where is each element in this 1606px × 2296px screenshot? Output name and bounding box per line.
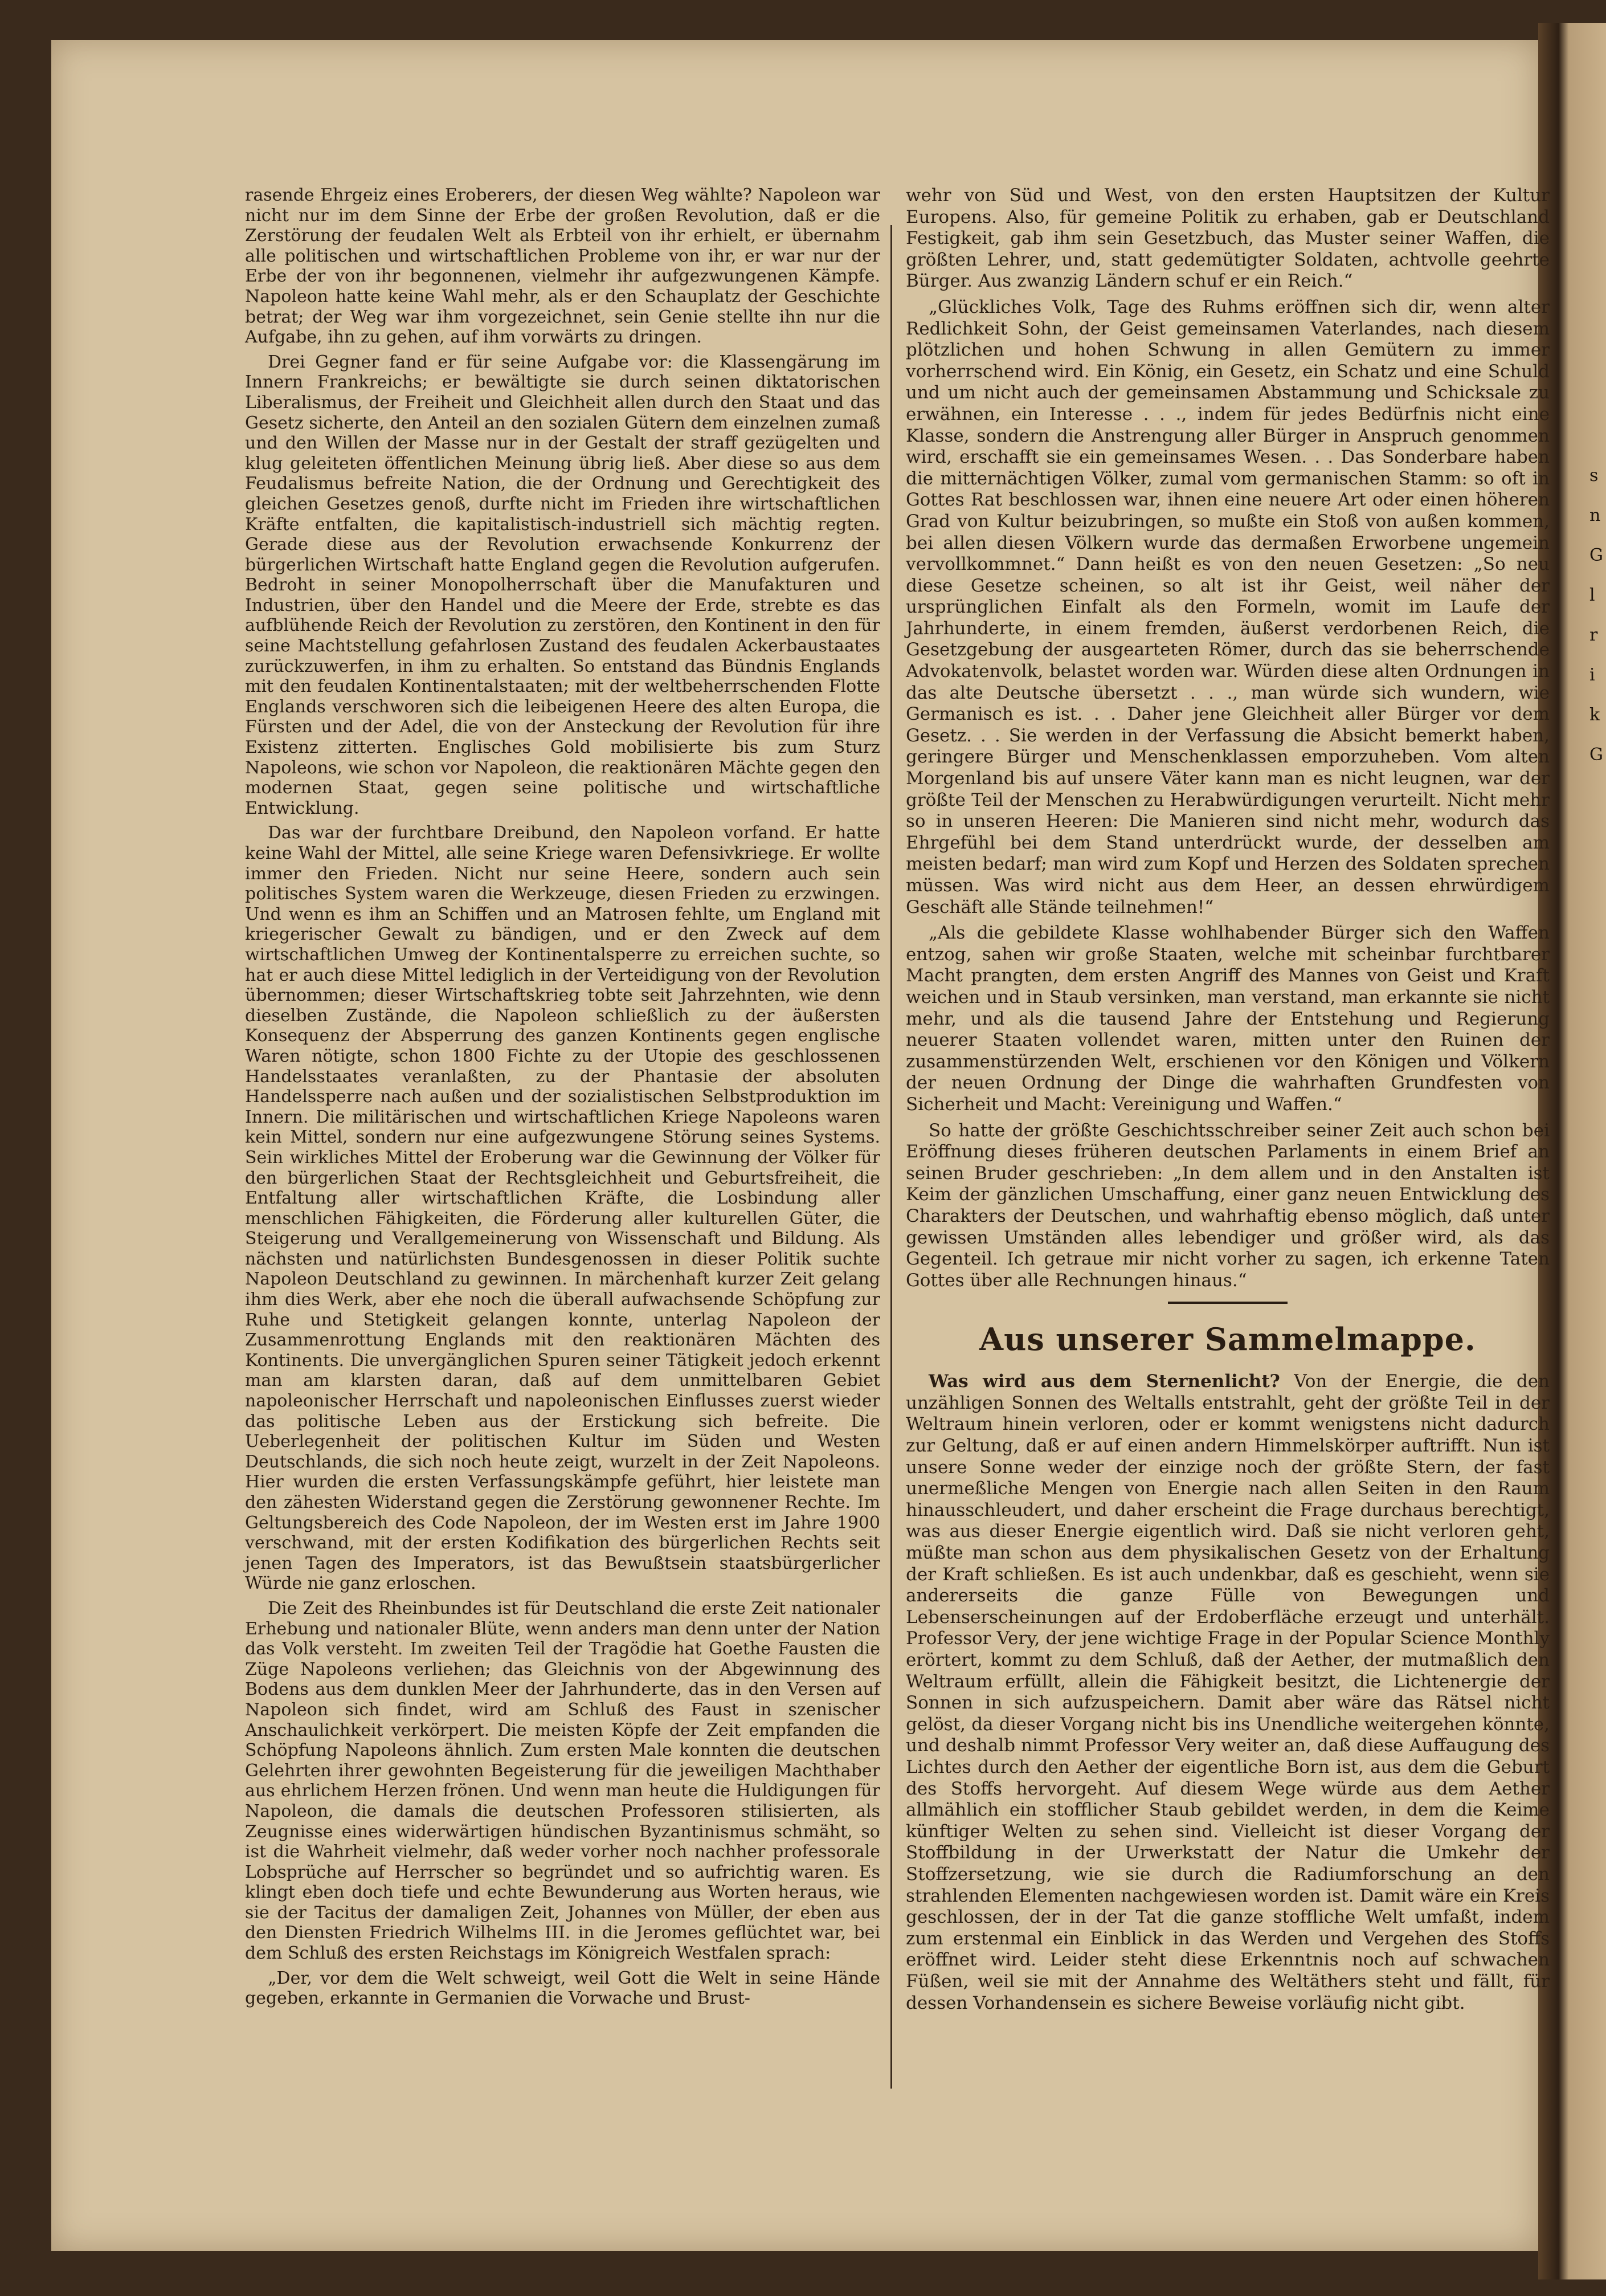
- edge-letter: n: [1589, 505, 1601, 525]
- section-heading: Aus unserer Sammelmappe.: [979, 1321, 1476, 1358]
- left-column: [245, 185, 880, 2013]
- edge-letter: l: [1589, 585, 1595, 605]
- left-paragraph-2: Drei Gegner fand er für seine Aufgabe vor: die Klassengärung im Innern Frankreichs; er bewältigte sie durch seinen diktatorischen Liberalismus, der Freiheit und Gleichheit allen durch den Staat und das Gesetz sicherte, den Anteil an den sozialen Gütern dem einzelnen zumaß und den Willen der Masse nur in der Gestalt der straff gezügelten und klug geleiteten öffentlichen Meinung übrig ließ. Aber diese so aus dem Feudalismus befreite Nation, die der Ordnung und Gerechtigkeit des gleichen Gesetzes genoß, durfte nicht im Frieden ihre wirtschaftlichen Kräfte entfalten, die kapitalistisch-industriell sich mächtig regten. Gerade diese aus der Revolution erwachsende Konkurrenz der bürgerlichen Wirtschaft hatte England gegen die Revolution aufgerufen. Bedroht in seiner Monopolherrschaft über die Manufakturen und Industrien, über den Handel und die Meere der Erde, strebte es das aufblühende Reich der Revolution zu zerstören, den Kontinent in den für seine Machtstellung gefahrlosen Zustand des feudalen Ackerbaustaates zurückzuwerfen, in ihm zu erhalten. So entstand das Bündnis Englands mit den feudalen Kontinentalstaaten; mit der weltbeherrschenden Flotte Englands verschworen sich die leibeigenen Heere des alten Europa, die Fürsten und der Adel, die von der Ansteckung der Revolution für ihre Existenz zitterten. Englisches Gold mobilisierte bis zum Sturz Napoleons, wie schon vor Napoleon, die reaktionären Mächte gegen den modernen Staat, gegen seine politische und wirtschaftliche Entwicklung.: [245, 352, 880, 818]
- left-paragraph-3: Das war der furchtbare Dreibund, den Napoleon vorfand. Er hatte keine Wahl der Mittel, alle seine Kriege waren Defensivkriege. Er wollte immer den Frieden. Nicht nur seine Heere, sondern auch sein politisches System waren die Werkzeuge, diesen Frieden zu erzwingen. Und wenn es ihm an Schiffen und an Matrosen fehlte, um England mit kriegerischer Gewalt zu bändigen, und er den Zweck auf dem wirtschaftlichen Umweg der Kontinentalsperre zu erreichen suchte, so hat er auch diese Mittel lediglich in der Verteidigung von der Revolution übernommen; dieser Wirtschaftskrieg tobte seit Jahrzehnten, wie denn dieselben Zustände, die Napoleon schließlich zu der äußersten Konsequenz der Absperrung des ganzen Kontinents gegen englische Waren nötigte, schon 1800 Fichte zu der Utopie des geschlossenen Handelsstaates veranlaßten, zu der Phantasie der absoluten Handelssperre nach außen und der sozialistischen Selbstproduktion im Innern. Die militärischen und wirtschaftlichen Kriege Napoleons waren kein Mittel, sondern nur eine aufgezwungene Störung seines Systems. Sein wirkliches Mittel der Eroberung war die Gewinnung der Völker für den bürgerlichen Staat der Rechtsgleichheit und Geburtsfreiheit, die Entfaltung aller wirtschaftlichen Kräfte, die Losbindung aller menschlichen Fähigkeiten, die Förderung aller kulturellen Güter, die Steigerung und Verallgemeinerung von Wissenschaft und Bildung. Als nächsten und natürlichsten Bundesgenossen in dieser Politik suchte Napoleon Deutschland zu gewinnen. In märchenhaft kurzer Zeit gelang ihm dies Werk, aber ehe noch die überall aufwachsende Schöpfung zur Ruhe und Stetigkeit gelangen konnte, unterlag Napoleon der Zusammenrottung Englands mit den reaktionären Mächten des Kontinents. Die unvergänglichen Spuren seiner Tätigkeit jedoch erkennt man am klarsten daran, daß auf dem unmittelbaren Gebiet napoleonischer Herrschaft und napoleonischen Einflusses zuerst wieder das politische Leben aus der Erstickung sich befreite. Die Ueberlegenheit der politischen Kultur im Süden und Westen Deutschlands, die sich noch heute zeigt, wurzelt in der Zeit Napoleons. Hier wurden die ersten Verfassungskämpfe geführt, hier leistete man den zähesten Widerstand gegen die Zerstörung gewonnener Rechte. Im Geltungsbereich des Code Napoleon, der im Westen erst im Jahre 1900 verschwand, mit der ersten Kodifikation des bürgerlichen Rechts seit jenen Tagen des Imperators, ist das Bewußtsein staatsbürgerlicher Würde nie ganz erloschen.: [245, 823, 880, 1594]
- right-paragraph-3: „Als die gebildete Klasse wohlhabender Bürger sich den Waffen entzog, sahen wir große Staaten, welche mit scheinbar furchtbarer Macht prangten, dem ersten Angriff des Mannes von Geist und Kraft weichen und in Staub versinken, man verstand, man erkannte sie nicht mehr, und als die tausend Jahre der Entstehung und Regierung neuerer Staaten vollendet waren, mitten unter den Ruinen der zusammenstürzenden Welt, erschienen vor den Königen und Völkern der neuen Ordnung der Dinge die wahrhaften Grundfesten von Sicherheit und Macht: Vereinigung und Waffen.“: [906, 923, 1550, 1115]
- edge-letter: r: [1589, 625, 1598, 645]
- right-paragraph-1: wehr von Süd und West, von den ersten Hauptsitzen der Kultur Europens. Also, für gemeine Politik zu erhaben, gab er Deutschland Festigkeit, gab ihm sein Gesetzbuch, das Muster seiner Waffen, die größten Lehrer, und, statt gedemütigter Soldaten, achtvolle geehrte Bürger. Aus zwanzig Ländern schuf er ein Reich.“: [906, 185, 1550, 292]
- left-paragraph-5: „Der, vor dem die Welt schweigt, weil Gott die Welt in seine Hände gegeben, erkannte in Germanien die Vorwache und Brust-: [245, 1968, 880, 2009]
- edge-letter: k: [1589, 705, 1600, 725]
- edge-letter: G: [1589, 545, 1603, 565]
- article-paragraph: [906, 1371, 1550, 2014]
- right-paragraph-2: „Glückliches Volk, Tage des Ruhms eröffnen sich dir, wenn alter Redlichkeit Sohn, der Geist gemeinsamen Vaterlandes, nach diesem plötzlichen und hohen Schwung in allen Gemütern zu immer vorherrschend wird. Ein König, ein Gesetz, ein Schatz und eine Schuld und um nicht auch der gemeinsamen Abstammung und Schicksale zu erwähnen, ein Interesse . . ., indem für jedes Bedürfnis nicht eine Klasse, sondern die Anstrengung aller Bürger in Anspruch genommen wird, erschafft sie ein gemeinsames Wesen. . . Das Sonderbare haben die mitternächtigen Völker, zumal vom germanischen Stamm: so oft in Gottes Rat beschlossen war, ihnen eine neuere Art oder einen höheren Grad von Kultur beizubringen, so mußte ein Stoß von außen kommen, bei allen diesen Völkern wurde das dermaßen Erworbene ungemein vervollkommnet.“ Dann heißt es von den neuen Gesetzen: „So neu diese Gesetze scheinen, so alt ist ihr Geist, weil näher der ursprünglichen Einfalt als den Formeln, womit im Laufe der Jahrhunderte, in einem fremden, äußerst verdorbenen Reich, die Gesetzgebung der ausgearteten Römer, durch das sie beherrschende Advokatenvolk, belastet worden war. Würden diese alten Ordnungen in das alte Deutsche übersetzt . . ., man würde sich wundern, wie Germanisch es ist. . . Daher jene Gleichheit aller Bürger vor dem Gesetz. . . Sie werden in der Verfassung die Absicht bemerkt haben, geringere Bürger und Menschenklassen emporzuheben. Vom alten Morgenland bis auf unsere Väter kann man es nicht leugnen, war der größte Teil der Menschen zu Herabwürdigungen verurteilt. Nicht mehr so in unseren Heeren: Die Manieren sind nicht mehr, wodurch das Ehrgefühl bei dem Stand unterdrückt wurde, der desselben am meisten bedarf; man wird zum Kopf und Herzen des Soldaten sprechen müssen. Was wird nicht aus dem Heer, an dessen ehrwürdigem Geschäft alle Stände teilnehmen!“: [906, 296, 1550, 917]
- article-question: Was wird aus dem Sternenlicht?: [929, 1371, 1280, 1392]
- edge-letter: G: [1589, 745, 1603, 765]
- edge-letter: s: [1589, 466, 1599, 486]
- edge-letter: i: [1589, 665, 1595, 685]
- left-paragraph-1: rasende Ehrgeiz eines Eroberers, der diesen Weg wählte? Napoleon war nicht nur im dem Sinne der Erbe der großen Revolution, daß er die Zerstörung der feudalen Welt als Erbteil von ihr erhielt, er übernahm alle politischen und wirtschaftlichen Probleme von ihr, er war nur der Erbe der von ihr begonnenen, vielmehr ihr aufgezwungenen Kämpfe. Napoleon hatte keine Wahl mehr, als er den Schauplatz der Geschichte betrat; der Weg war ihm vorgezeichnet, sein Genie stellte ihn nur die Aufgabe, ihn zu gehen, auf ihm vorwärts zu dringen.: [245, 185, 880, 348]
- right-paragraph-4: So hatte der größte Geschichtsschreiber seiner Zeit auch schon bei Eröffnung dieses früheren deutschen Parlaments in einem Brief an seinen Bruder geschrieben: „In dem allem und in den Anstalten ist Keim der gänzlichen Umschaffung, einer ganz neuen Entwicklung des Charakters der Deutschen, und wahrhaftig ebenso möglich, daß unter gewissen Umständen alles lebendiger und größer wird, als das Gegenteil. Ich getraue mir nicht vorher zu sagen, ich erkenne Taten Gottes über alle Rechnungen hinaus.“: [906, 1120, 1550, 1291]
- column-divider: [890, 225, 892, 2089]
- section-rule: [1168, 1302, 1288, 1304]
- article-body: Von der Energie, die den unzähligen Sonnen des Weltalls entstrahlt, geht der größte Teil in der Weltraum hinein verloren, oder er kommt wenigstens nicht dadurch zur Geltung, daß er auf einen andern Himmelskörper auftrifft. Nun ist unsere Sonne weder der einzige noch der größte Stern, der fast unermeßliche Mengen von Energie nach allen Seiten in den Raum hinausschleudert, und daher erscheint die Frage durchaus berechtigt, was aus dieser Energie eigentlich wird. Daß sie nicht verloren geht, müßte man schon aus dem physikalischen Gesetz von der Erhaltung der Kraft schließen. Es ist auch undenkbar, daß es geschieht, wenn sie andererseits die ganze Fülle von Bewegungen und Lebenserscheinungen auf der Erdoberfläche erzeugt und unterhält. Professor Very, der jene wichtige Frage in der Popular Science Monthly erörtert, kommt zu dem Schluß, daß der Aether, der mutmaßlich den Weltraum erfüllt, allein die Fähigkeit besitzt, die Lichtenergie der Sonnen in sich aufzuspeichern. Damit aber wäre das Rätsel nicht gelöst, da dieser Vorgang nicht bis ins Unendliche weitergehen könnte, und deshalb nimmt Professor Very weiter an, daß diese Auffaugung des Lichtes durch den Aether der eigentliche Born ist, aus dem die Geburt des Stoffs hervorgeht. Auf diesem Wege würde aus dem Aether allmählich ein stofflicher Staub gebildet werden, in dem die Keime künftiger Welten zu sehen sind. Vielleicht ist dieser Vorgang der Stoffbildung in der Urwerkstatt der Natur die Umkehr der Stoffzersetzung, wie sie durch die Radiumforschung an den strahlenden Elementen nachgewiesen worden ist. Damit wäre ein Kreis geschlossen, der in der Tat die ganze stoffliche Welt umfaßt, indem zum erstenmal ein Einblick in das Werden und Vergehen des Stoffs eröffnet wird. Leider steht diese Erkenntnis noch auf schwachen Füßen, weil sie mit der Annahme des Weltäthers steht und fällt, für dessen Vorhandensein es sichere Beweise vorläufig nicht gibt.: [906, 1371, 1550, 2013]
- left-paragraph-4: Die Zeit des Rheinbundes ist für Deutschland die erste Zeit nationaler Erhebung und nationaler Blüte, wenn anders man denn unter der Nation das Volk versteht. Im zweiten Teil der Tragödie hat Goethe Fausten die Züge Napoleons verliehen; das Gleichnis von der Abgewinnung des Bodens aus dem dunklen Meer der Jahrhunderte, das in den Versen auf Napoleon sich findet, wird am Schluß des Faust in szenischer Anschaulichkeit verkörpert. Die meisten Köpfe der Zeit empfanden die Schöpfung Napoleons ähnlich. Zum ersten Male konnten die deutschen Gelehrten ihrer gewohnten Begeisterung für die jeweiligen Machthaber aus ehrlichem Herzen frönen. Und wenn man heute die Huldigungen für Napoleon, die damals die deutschen Professoren stilisierten, als Zeugnisse eines widerwärtigen hündischen Byzantinismus schmäht, so ist die Wahrheit vielmehr, daß weder vorher noch nachher professorale Lobsprüche auf Herrscher so begründet und so aufrichtig waren. Es klingt eben doch tiefe und echte Bewunderung aus Worten heraus, wie sie der Tacitus der damaligen Zeit, Johannes von Müller, der eben aus den Diensten Friedrich Wilhelms III. in die Jeromes geflüchtet war, bei dem Schluß des ersten Reichstags im Königreich Westfalen sprach:: [245, 1598, 880, 1964]
- adjacent-page-fragment: [1589, 456, 1603, 1596]
- right-column: [906, 185, 1550, 2018]
